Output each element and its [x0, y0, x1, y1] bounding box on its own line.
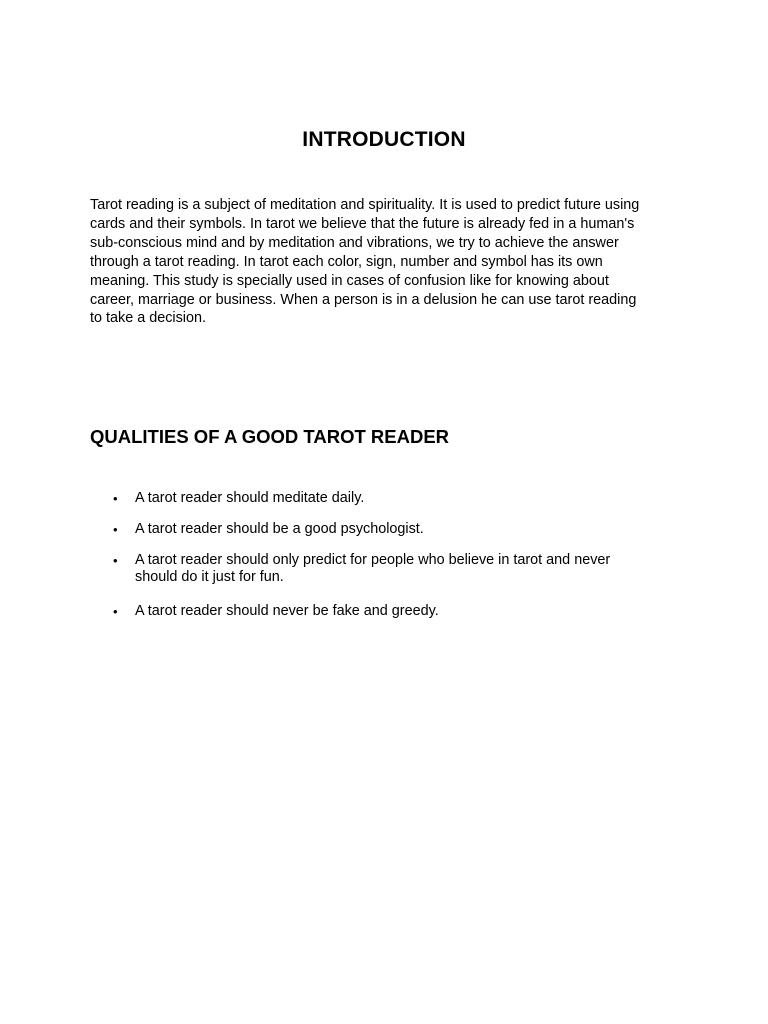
bullet-icon: •: [113, 604, 118, 619]
introduction-heading: INTRODUCTION: [302, 128, 466, 151]
list-item: [90, 490, 690, 507]
introduction-paragraph: [90, 196, 690, 328]
list-item: [90, 603, 690, 620]
qualities-list: [90, 490, 690, 620]
list-item: [90, 552, 690, 586]
bullet-icon: •: [113, 491, 118, 506]
list-item-text: A tarot reader should never be fake and greedy.: [135, 603, 439, 619]
list-item-text: A tarot reader should only predict for people who believe in tarot and never: [135, 552, 611, 568]
list-item: [90, 521, 690, 538]
paragraph-line: Tarot reading is a subject of meditation and spirituality. It is used to predict future using: [90, 197, 640, 213]
list-item-text: A tarot reader should meditate daily.: [135, 490, 365, 506]
qualities-heading: QUALITIES OF A GOOD TAROT READER: [90, 426, 450, 447]
list-item-text: should do it just for fun.: [135, 569, 284, 585]
paragraph-line: sub-conscious mind and by meditation and vibrations, we try to achieve the answer: [90, 234, 619, 251]
bullet-icon: •: [113, 553, 118, 568]
list-item-text: A tarot reader should be a good psychologist.: [135, 521, 424, 537]
bullet-icon: •: [113, 522, 118, 537]
paragraph-line: cards and their symbols. In tarot we believe that the future is already fed in a human's: [90, 215, 635, 232]
paragraph-line: meaning. This study is specially used in cases of confusion like for knowing about: [90, 272, 609, 289]
paragraph-line: to take a decision.: [90, 310, 206, 327]
paragraph-line: career, marriage or business. When a person is in a delusion he can use tarot reading: [90, 291, 637, 308]
paragraph-line: through a tarot reading. In tarot each color, sign, number and symbol has its own: [90, 253, 603, 270]
